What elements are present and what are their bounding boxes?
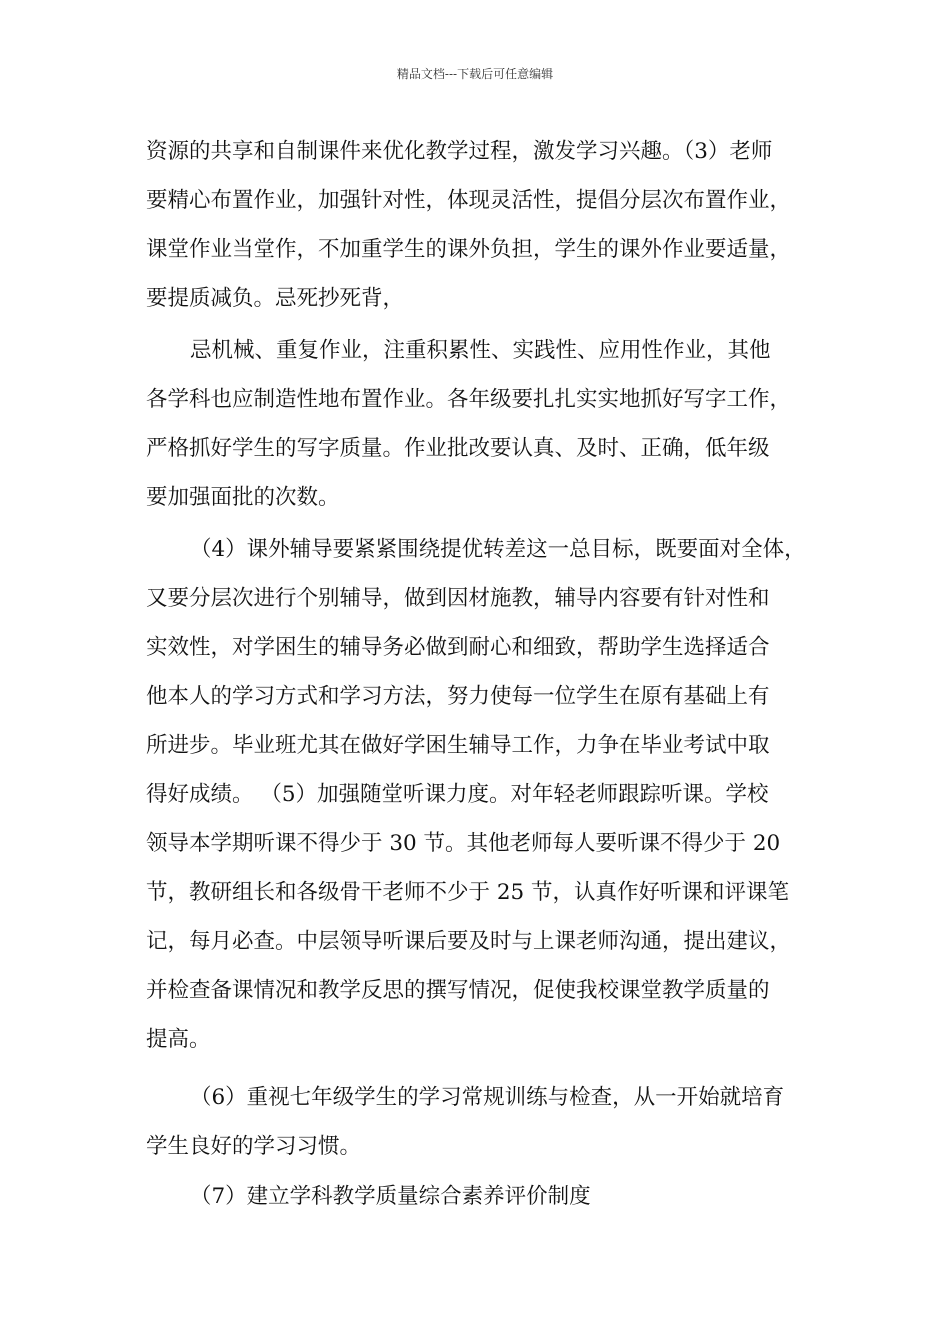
text-line: 实效性，对学困生的辅导务必做到耐心和细致，帮助学生选择适合 [146, 635, 770, 660]
text-line: 领导本学期听课不得少于 30 节。其他老师每人要听课不得少于 20 [146, 831, 781, 856]
text-line: （7）建立学科教学质量综合素养评价制度 [190, 1184, 591, 1209]
text-line: 课堂作业当堂作，不加重学生的课外负担，学生的课外作业要适量， [146, 237, 792, 262]
text-line: 他本人的学习方式和学习方法，努力使每一位学生在原有基础上有 [146, 684, 770, 709]
text-line: 提高。 [146, 1027, 211, 1052]
paragraph-3 [146, 525, 822, 1064]
text-line: 忌机械、重复作业，注重积累性、实践性、应用性作业，其他 [190, 338, 771, 363]
text-line: 所进步。毕业班尤其在做好学困生辅导工作，力争在毕业考试中取 [146, 733, 770, 758]
text-line: 得好成绩。 （5）加强随堂听课力度。对年轻老师跟踪听课。学校 [146, 782, 769, 807]
text-line: （4）课外辅导要紧紧围绕提优转差这一总目标，既要面对全体， [190, 537, 806, 562]
text-line: 各学科也应制造性地布置作业。各年级要扎扎实实地抓好写字工作， [146, 387, 792, 412]
paragraph-1 [146, 127, 822, 323]
text-line: 学生良好的学习习惯。 [146, 1134, 362, 1159]
text-line: 严格抓好学生的写字质量。作业批改要认真、及时、正确，低年级 [146, 436, 770, 461]
text-line: （6）重视七年级学生的学习常规训练与检查，从一开始就培育 [190, 1085, 785, 1110]
paragraph-4 [146, 1073, 822, 1171]
paragraph-5 [146, 1172, 822, 1221]
text-line: 要加强面批的次数。 [146, 485, 340, 510]
text-line: 并检查备课情况和教学反思的撰写情况，促使我校课堂教学质量的 [146, 978, 770, 1003]
page-header: 精品文档---下载后可任意编辑 [396, 67, 554, 81]
text-line: 记，每月必查。中层领导听课后要及时与上课老师沟通，提出建议， [146, 929, 792, 954]
text-line: 节，教研组长和各级骨干老师不少于 25 节，认真作好听课和评课笔 [146, 880, 790, 905]
text-line: 资源的共享和自制课件来优化教学过程，激发学习兴趣。（3）老师 [146, 139, 773, 164]
text-line: 要精心布置作业，加强针对性，体现灵活性，提倡分层次布置作业， [146, 188, 792, 213]
text-line: 要提质减负。忌死抄死背， [146, 286, 405, 311]
paragraph-2 [146, 326, 822, 522]
text-line: 又要分层次进行个别辅导，做到因材施教，辅导内容要有针对性和 [146, 586, 770, 611]
